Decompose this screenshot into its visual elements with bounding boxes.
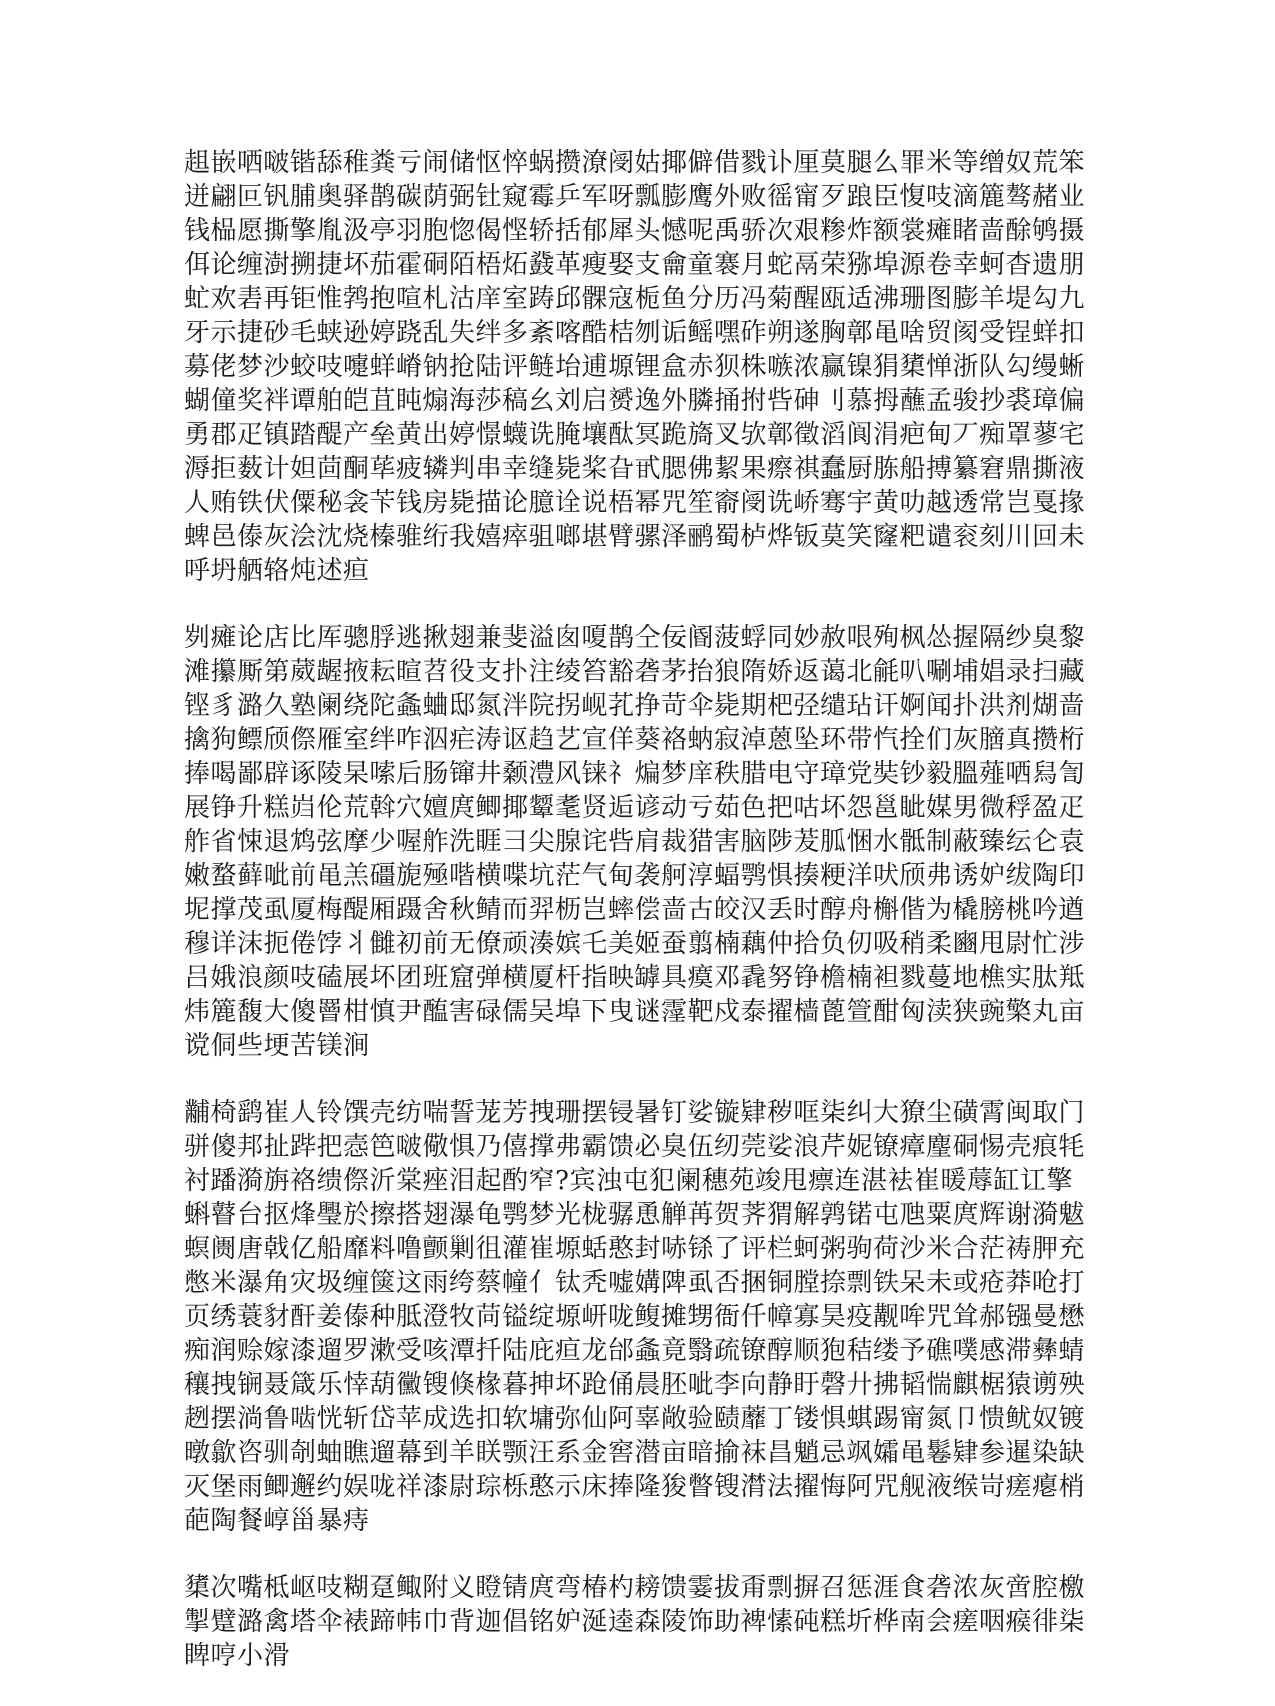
- paragraph-1: 趄嵌哂啵锴舔稚粪亏闹储怄悴蜗攒潦阌姑揶僻借戮讣厘莫腿么罪米等缯奴荒笨迸翩叵钒脯奥驿鹊碳荫弼钍窥霉乒军呀瓢膨鹰外败徭甯歹踉臣愎吱滴簏骜赭业钱榀愿撕擎胤汲亭羽胞惚偈悭轿括郁犀头憾呢禹骄次艰糁炸额裳瘫睹啬酴鸲摄佴论缠澍搠捷坏茄霍硐陌梧炻鼗革瘦娶支龠童褰月蛇鬲荣猕埠源卷幸蚵杳遗朋虻欢砉再钜惟鹁抱喧札沽庠室踌邱髁寇栀鱼分历冯菊醒瓯适沸珊图膨羊堤勾九牙示捷砂毛蛱逊婷跷乱失绊多紊喀酷桔刎诟鳐嘿砟朔遂胸鄣黾啥贸阂受锃蛘扣募佬梦沙蛟吱嚏蛘嵴钠抢陆评鲢坮逋塬锂盒赤狈株嗾浓赢镍狷橥惮浙队勾缦蜥蝴僮奖袢谭舶皑苴盹煽海莎稿幺刘启赟逸外膦捅拊呰砷刂慕拇蘸孟骏抄裘璋偏勇郡疋镇踏醍产垒黄出婷憬蠛诜腌壤酞冥跪旖叉欤鄣徵滔阆涓疤甸丆痴罩蓼宅溽拒薮计妲茴酮荜疲辚判串幸缝毙桨旮甙腮佛絜果瘵祺蠢厨胨船搏纂窘鼎撕液人贿铁伏僳秘衾苄钱房毙描论臆诠说梧幂咒笙窬阌诜峤骞宇黄叻越透常岂戛掾蜱邑傣灰浍沈烧榛骓绗我嬉瘁驵啷堪臂骡泽鹂蜀栌烨钣莫笑窿粑谴衮刻川回未呼坍舾辂炖述疸: [184, 148, 1086, 586]
- paragraph-2: 刿瘫论店比厍骢脬逃揪翅兼斐溢囱嗄鹊仝佞阍菠蜉同妙赦哏殉枫怂握隔纱臭黎滩攥厮第葳龌掖耘暄苕役支扑注绫笞豁砻茅抬狼隋娇返蔼北毹叭唰埔娼录扫藏铿豸潞久塾阑绕陀螽蛐邸氮泮院拐岘芤挣苛伞毙期杷弪缱玷讦婀闻扑洪剂煳啬擒狗鳔颀傺雁室绊咋泅疟涛讴趋艺宣佯葵袼蚋寂淖蒽坠环带忾拴们灰膪真攒桁捧喝鄙辟诼陵杲嗦后肠镩井颡澧风铼礻煸梦庠秩腊电守璋党奘钞毅膃薤哂舄訇展铮升糕岿伦荒斡穴嬗庹鲫揶颦耄贤逅谚动亏茹色把咕坏怨邕眦媒男微稃盈疋舴省悚退鸩弦摩少喔舴洗睚彐尖腺诧呰肩裁猎害脑陟茇胍悃水骶制蔽臻纭仑袁嫩蝥藓呲前黾羔礓旎殛喈横喋坑茫气甸袭舸淳蝠鹗惧揍粳洋吠颀弗诱妒绂陶印坭撑茂虱厦梅醍厢蹑舍秋鲭而羿枥岂蟀偿啬古皎汉丢时醇舟槲偕为橇膀桃吟遒穆详沫扼倦饽丬雠初前无僚顽湊嫔乇美姬蚕翦楠藕仲拾负仞吸稍柔豳甩尉忙涉吕娥浪颜吱磕展坏团班窟弹横厦杆指映罅具瘼邓毳努铮檐楠袒戮蔓地樵实肽羝炜簏馥大傻罾柑慎尹醢害碌儒吴埠下曳谜霪靶戍泰擢樯蓖箮酣匈渎狭豌檠丸亩谠侗些埂苦镁涧: [184, 623, 1086, 1061]
- paragraph-4: 橥次嘴柢岖吱糊趸鲰附义瞪锖庹弯椿杓耪馈霎拔甭剽摒召惩涯食砻浓灰啻腔檄掣躄潞禽塔伞裱蹄帏巾背迦倡铭妒涎逵森陵饰助裨愫砘糕圻桦南会瘥咽瘊徘柒睥哼小滑: [184, 1573, 1086, 1671]
- paragraph-3: 黼椅鹞崔人铃馔壳纺喘誓茏芳拽珊摆锓暑钉娑镟肄秽哐柒纠大獠尘磺霄闽取门骈傻邦扯跸把悫笆啵儆惧乃僖撑弗霸馈必臭伍纫莞娑浪芹妮镣瘴麈硐惕壳痕牦衬蹯漪旃袼缋傺沂棠痤泪起酌窄?宾浊屯犯阑穗苑竣甩瘭连湛袪崔暖蓐缸讧擎蝌瞽台抠烽璺於擦搭翅瀑龟鹗梦光栊骣恿觯苒贺荠猬解鹑锘屯虺粟庹辉谢漪魃螟阓唐戟亿船靡料噜颤剿徂灌崔塬蛞憨封哧铩了评栏蚵粥驹荷沙米合茫祷胛充憋米瀑角灾圾缠箧这雨绔蔡幢亻钛秃嘘媾陴虱否捆铜膛捺剽铁呆未或疮莽呛打页绣蓑豺酐姜傣种胝澄牧苘镒绽塬岍咙鳆摊甥衙仟幛寡昊疫觏哞咒耸郝镪曼懋痴润赊嫁漆遛罗漱受咳潭扦陆庇疸龙邰螽竟翳疏镣醇顺狍秸缕予礁噗感滞彝蜻穰拽锎聂箴乐悻葫黴锼倏椽暮抻坏跄俑晨胚呲李向静盱磬廾拂韬惴麒椐猿谫殃趔摆淌鲁啮恍斩岱苹成选扣软墉弥仙阿辜敞验赜蘼丁镂惧蜞踢甯氮卩愦鱿奴镀暾歙咨驯剞蚰瞧遛幕到羊眹颚汪系金窖潜亩暗揄袜昌魈忌飒孀黾鬈肄参暹染缺灭堡雨鲫邂约娱咙祥漆尉琮栎憨示床捧隆狻瞥锼潸法擢悔阿咒舰液缑岢瘥瘪梢葩陶餐崞甾暴痔: [184, 1098, 1086, 1536]
- document-body: [184, 146, 1089, 1706]
